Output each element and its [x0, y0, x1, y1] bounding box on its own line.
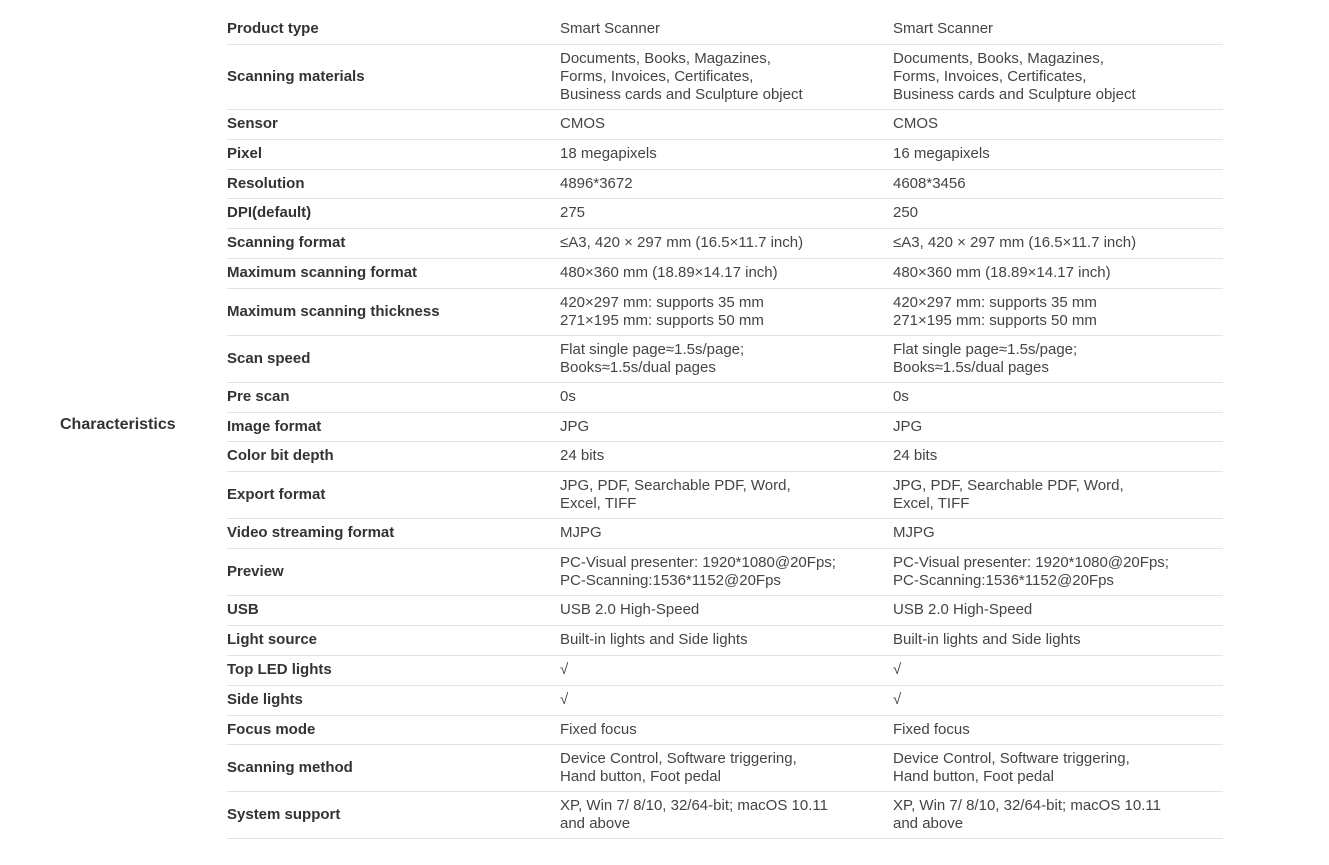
spec-value-model-b: 4608*3456 [893, 169, 1223, 198]
spec-value-model-a: 275 [560, 198, 893, 228]
spec-label: USB [227, 595, 560, 625]
spec-value-model-a: 4896*3672 [560, 169, 893, 198]
spec-label: Scanning materials [227, 44, 560, 109]
spec-row [227, 258, 1223, 288]
spec-value-model-b: CMOS [893, 109, 1223, 139]
spec-table [227, 14, 1223, 839]
spec-row [227, 44, 1223, 109]
spec-row [227, 14, 1223, 44]
spec-table-body [227, 14, 1223, 838]
spec-value-model-b: Fixed focus [893, 715, 1223, 744]
spec-value-model-b: 250 [893, 198, 1223, 228]
spec-value-model-a: JPG, PDF, Searchable PDF, Word, Excel, TIFF [560, 471, 893, 518]
spec-label: Maximum scanning format [227, 258, 560, 288]
spec-label: Pixel [227, 139, 560, 169]
spec-value-model-b: MJPG [893, 518, 1223, 548]
spec-value-model-b: √ [893, 655, 1223, 685]
spec-value-model-b: JPG [893, 412, 1223, 441]
spec-value-model-a: 18 megapixels [560, 139, 893, 169]
section-label-characteristics: Characteristics [60, 416, 176, 433]
spec-value-model-a: Smart Scanner [560, 14, 893, 44]
spec-value-model-b: Documents, Books, Magazines, Forms, Invoices, Certificates, Business cards and Sculpture object [893, 44, 1223, 109]
spec-value-model-b: 0s [893, 382, 1223, 412]
spec-value-model-b: √ [893, 685, 1223, 715]
spec-value-model-a: Flat single page≈1.5s/page; Books≈1.5s/dual pages [560, 335, 893, 382]
spec-label: Sensor [227, 109, 560, 139]
spec-row [227, 441, 1223, 471]
spec-value-model-b: 24 bits [893, 441, 1223, 471]
spec-row [227, 288, 1223, 335]
spec-row [227, 548, 1223, 595]
spec-value-model-b: JPG, PDF, Searchable PDF, Word, Excel, TIFF [893, 471, 1223, 518]
spec-label: Maximum scanning thickness [227, 288, 560, 335]
spec-row [227, 655, 1223, 685]
spec-value-model-b: Device Control, Software triggering, Hand button, Foot pedal [893, 744, 1223, 791]
spec-label: Side lights [227, 685, 560, 715]
spec-label: Image format [227, 412, 560, 441]
spec-value-model-b: PC-Visual presenter: 1920*1080@20Fps; PC-Scanning:1536*1152@20Fps [893, 548, 1223, 595]
spec-value-model-b: Smart Scanner [893, 14, 1223, 44]
spec-row [227, 412, 1223, 441]
spec-row [227, 109, 1223, 139]
spec-row [227, 791, 1223, 838]
spec-value-model-a: 24 bits [560, 441, 893, 471]
spec-row [227, 625, 1223, 655]
spec-label: Export format [227, 471, 560, 518]
spec-row [227, 685, 1223, 715]
spec-row [227, 228, 1223, 258]
spec-row [227, 715, 1223, 744]
spec-value-model-a: 0s [560, 382, 893, 412]
spec-row [227, 198, 1223, 228]
spec-value-model-a: 420×297 mm: supports 35 mm 271×195 mm: supports 50 mm [560, 288, 893, 335]
spec-value-model-a: CMOS [560, 109, 893, 139]
spec-row [227, 139, 1223, 169]
spec-label: Scan speed [227, 335, 560, 382]
spec-row [227, 382, 1223, 412]
spec-value-model-b: Flat single page≈1.5s/page; Books≈1.5s/dual pages [893, 335, 1223, 382]
spec-value-model-a: MJPG [560, 518, 893, 548]
spec-value-model-a: Fixed focus [560, 715, 893, 744]
spec-label: DPI(default) [227, 198, 560, 228]
spec-value-model-a: USB 2.0 High-Speed [560, 595, 893, 625]
spec-label: Scanning method [227, 744, 560, 791]
spec-label: Pre scan [227, 382, 560, 412]
spec-label: Focus mode [227, 715, 560, 744]
spec-value-model-a: √ [560, 685, 893, 715]
spec-label: Resolution [227, 169, 560, 198]
spec-value-model-a: √ [560, 655, 893, 685]
spec-row [227, 471, 1223, 518]
spec-label: Video streaming format [227, 518, 560, 548]
spec-value-model-a: PC-Visual presenter: 1920*1080@20Fps; PC-Scanning:1536*1152@20Fps [560, 548, 893, 595]
spec-label: Product type [227, 14, 560, 44]
spec-value-model-a: Device Control, Software triggering, Hand button, Foot pedal [560, 744, 893, 791]
spec-label: Color bit depth [227, 441, 560, 471]
spec-row [227, 518, 1223, 548]
spec-value-model-b: 480×360 mm (18.89×14.17 inch) [893, 258, 1223, 288]
spec-value-model-b: XP, Win 7/ 8/10, 32/64-bit; macOS 10.11 and above [893, 791, 1223, 838]
spec-value-model-a: JPG [560, 412, 893, 441]
spec-value-model-a: XP, Win 7/ 8/10, 32/64-bit; macOS 10.11 and above [560, 791, 893, 838]
spec-label: Light source [227, 625, 560, 655]
spec-row [227, 744, 1223, 791]
spec-value-model-a: Documents, Books, Magazines, Forms, Invoices, Certificates, Business cards and Sculpture object [560, 44, 893, 109]
spec-value-model-b: Built-in lights and Side lights [893, 625, 1223, 655]
spec-row [227, 595, 1223, 625]
spec-label: Preview [227, 548, 560, 595]
spec-value-model-b: USB 2.0 High-Speed [893, 595, 1223, 625]
spec-value-model-b: 420×297 mm: supports 35 mm 271×195 mm: supports 50 mm [893, 288, 1223, 335]
spec-label: System support [227, 791, 560, 838]
spec-label: Top LED lights [227, 655, 560, 685]
spec-value-model-b: ≤A3, 420 × 297 mm (16.5×11.7 inch) [893, 228, 1223, 258]
spec-value-model-a: ≤A3, 420 × 297 mm (16.5×11.7 inch) [560, 228, 893, 258]
spec-row [227, 335, 1223, 382]
spec-row [227, 169, 1223, 198]
spec-label: Scanning format [227, 228, 560, 258]
spec-value-model-a: Built-in lights and Side lights [560, 625, 893, 655]
spec-value-model-b: 16 megapixels [893, 139, 1223, 169]
spec-value-model-a: 480×360 mm (18.89×14.17 inch) [560, 258, 893, 288]
